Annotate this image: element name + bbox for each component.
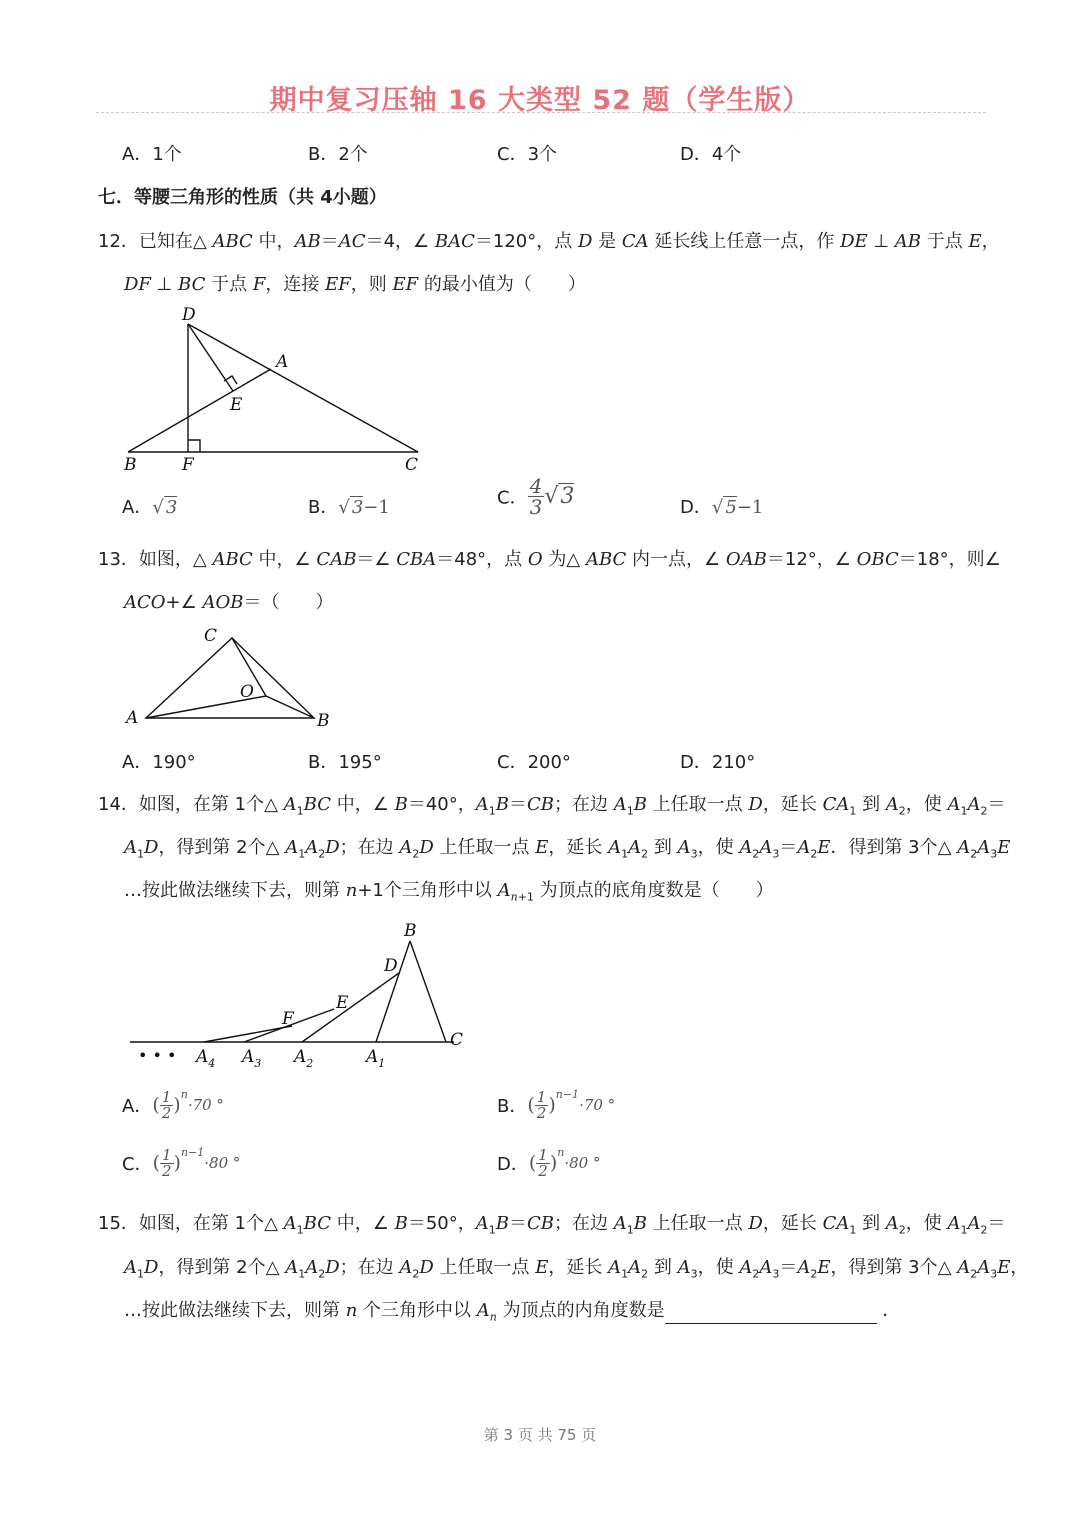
q12-right-angle-f xyxy=(188,440,200,452)
q12-option-c: C． $\frac{4}{3}$ √3 xyxy=(497,474,575,519)
q12-label-b: B xyxy=(124,455,137,475)
q14-label-e: E xyxy=(336,993,349,1013)
q14-dots: • • • xyxy=(138,1046,177,1065)
q14-line-a2d xyxy=(302,973,399,1042)
page-footer: 第 3 页 共 75 页 xyxy=(483,1426,597,1444)
q14-label-a2: $A_2$ xyxy=(294,1047,314,1070)
q13-label-a: A xyxy=(126,708,139,728)
header-divider xyxy=(96,112,986,113)
q14-line-bc xyxy=(410,941,446,1042)
q12-label-e: E xyxy=(230,395,243,415)
section-heading: 七．等腰三角形的性质（共 4小题） xyxy=(98,187,387,208)
q14-label-a3: $A_3$ xyxy=(242,1047,262,1070)
q12-figure xyxy=(116,300,436,480)
q12-line-dc xyxy=(188,324,418,452)
q14-text-line2: $A_1D$，得到第 2个△ $A_1A_2D$；在边 $A_2D$ 上任取一点 E，延长 $A_1A_2$ 到 $A_3$，使 $A_2A_3=A_2E$．得到第 3个△ $A_2A_3E$ xyxy=(124,837,1011,861)
q14-option-c: C．( $\frac{1}{2}$ )$^{n-1}$·80 ° xyxy=(122,1145,241,1180)
q12-text-line1: 12．已知在△ ABC 中，AB＝AC＝4，∠ BAC＝120°，点 D 是 CA 延长线上任意一点，作 DE ⊥ AB 于点 E， xyxy=(98,231,1000,252)
q13-line-ob xyxy=(266,696,314,718)
page-title: 期中复习压轴 16 大类型 52 题（学生版） xyxy=(269,85,811,116)
q13-option-c: C．200° xyxy=(497,752,571,773)
q14-label-f: F xyxy=(282,1009,294,1029)
q13-option-d: D．210° xyxy=(680,752,756,773)
q11-option-d: D．4个 xyxy=(680,144,742,165)
q13-figure xyxy=(120,622,340,734)
q14-text-line3: …按此做法继续下去，则第 n+1个三角形中以 $A_{n+1}$ 为顶点的底角度数是（ ） xyxy=(124,880,774,904)
q12-number: 12． xyxy=(98,231,139,252)
q13-label-o: O xyxy=(240,682,254,702)
q13-label-c: C xyxy=(204,626,218,646)
q14-label-a4: $A_4$ xyxy=(196,1047,216,1070)
q14-option-a: A．( $\frac{1}{2}$ )$^n$·70 ° xyxy=(122,1087,224,1122)
q11-option-a: A．1个 xyxy=(122,144,182,165)
q14-label-d: D xyxy=(384,956,398,976)
q12-label-d: D xyxy=(182,305,196,325)
q12-right-angle-e xyxy=(224,376,237,384)
q12-line-de xyxy=(188,324,233,391)
q11-option-b: B．2个 xyxy=(308,144,368,165)
q15-text-line2: $A_1D$，得到第 2个△ $A_1A_2D$；在边 $A_2D$ 上任取一点 E，延长 $A_1A_2$ 到 $A_3$，使 $A_2A_3=A_2E$，得到第 3个△ $A_2A_3E$， xyxy=(124,1257,1029,1281)
q15-text-line1: 15．如图，在第 1个△ $A_1BC$ 中，∠ B＝50°，$A_1B=CB$；在边 $A_1B$ 上任取一点 D，延长 $CA_1$ 到 $A_2$，使 $A_1A_2=$ xyxy=(98,1213,1006,1237)
q14-figure xyxy=(122,915,472,1075)
q15-answer-blank[interactable] xyxy=(665,1305,877,1324)
q14-option-d: D．( $\frac{1}{2}$ )$^n$·80 ° xyxy=(497,1145,601,1180)
q14-option-b: B．( $\frac{1}{2}$ )$^{n-1}$·70 ° xyxy=(497,1087,616,1122)
q12-label-f: F xyxy=(182,455,194,475)
q12-label-a: A xyxy=(276,352,289,372)
q13-option-b: B．195° xyxy=(308,752,382,773)
q12-option-b: B．√ 3−1 xyxy=(308,497,390,518)
q14-line-a4f xyxy=(204,1026,292,1042)
q12-option-a: A．√ 3 xyxy=(122,497,178,518)
q13-option-a: A．190° xyxy=(122,752,196,773)
q11-option-c: C．3个 xyxy=(497,144,558,165)
q14-label-a1: $A_1$ xyxy=(366,1047,386,1070)
q15-text-line3: …按此做法继续下去，则第 n 个三角形中以 $A_n$ 为顶点的内角度数是 ． xyxy=(124,1300,901,1324)
q13-label-b: B xyxy=(317,711,330,731)
q13-text-line1: 13．如图，△ ABC 中，∠ CAB＝∠ CBA＝48°，点 O 为△ ABC 内一点，∠ OAB＝12°，∠ OBC＝18°，则∠ xyxy=(98,549,1001,570)
q14-label-b: B xyxy=(404,921,417,941)
q12-option-d: D．√ 5−1 xyxy=(680,497,764,518)
q13-text-line2: ACO+∠ AOB＝（ ） xyxy=(124,592,334,613)
q14-label-c: C xyxy=(450,1030,464,1050)
q14-text-line1: 14．如图，在第 1个△ $A_1BC$ 中，∠ B＝40°，$A_1B=CB$；在边 $A_1B$ 上任取一点 D，延长 $CA_1$ 到 $A_2$，使 $A_1A_2=$ xyxy=(98,794,1006,818)
q12-label-c: C xyxy=(405,455,419,475)
q12-text-line2: DF ⊥ BC 于点 F，连接 EF，则 EF 的最小值为（ ） xyxy=(124,274,586,295)
